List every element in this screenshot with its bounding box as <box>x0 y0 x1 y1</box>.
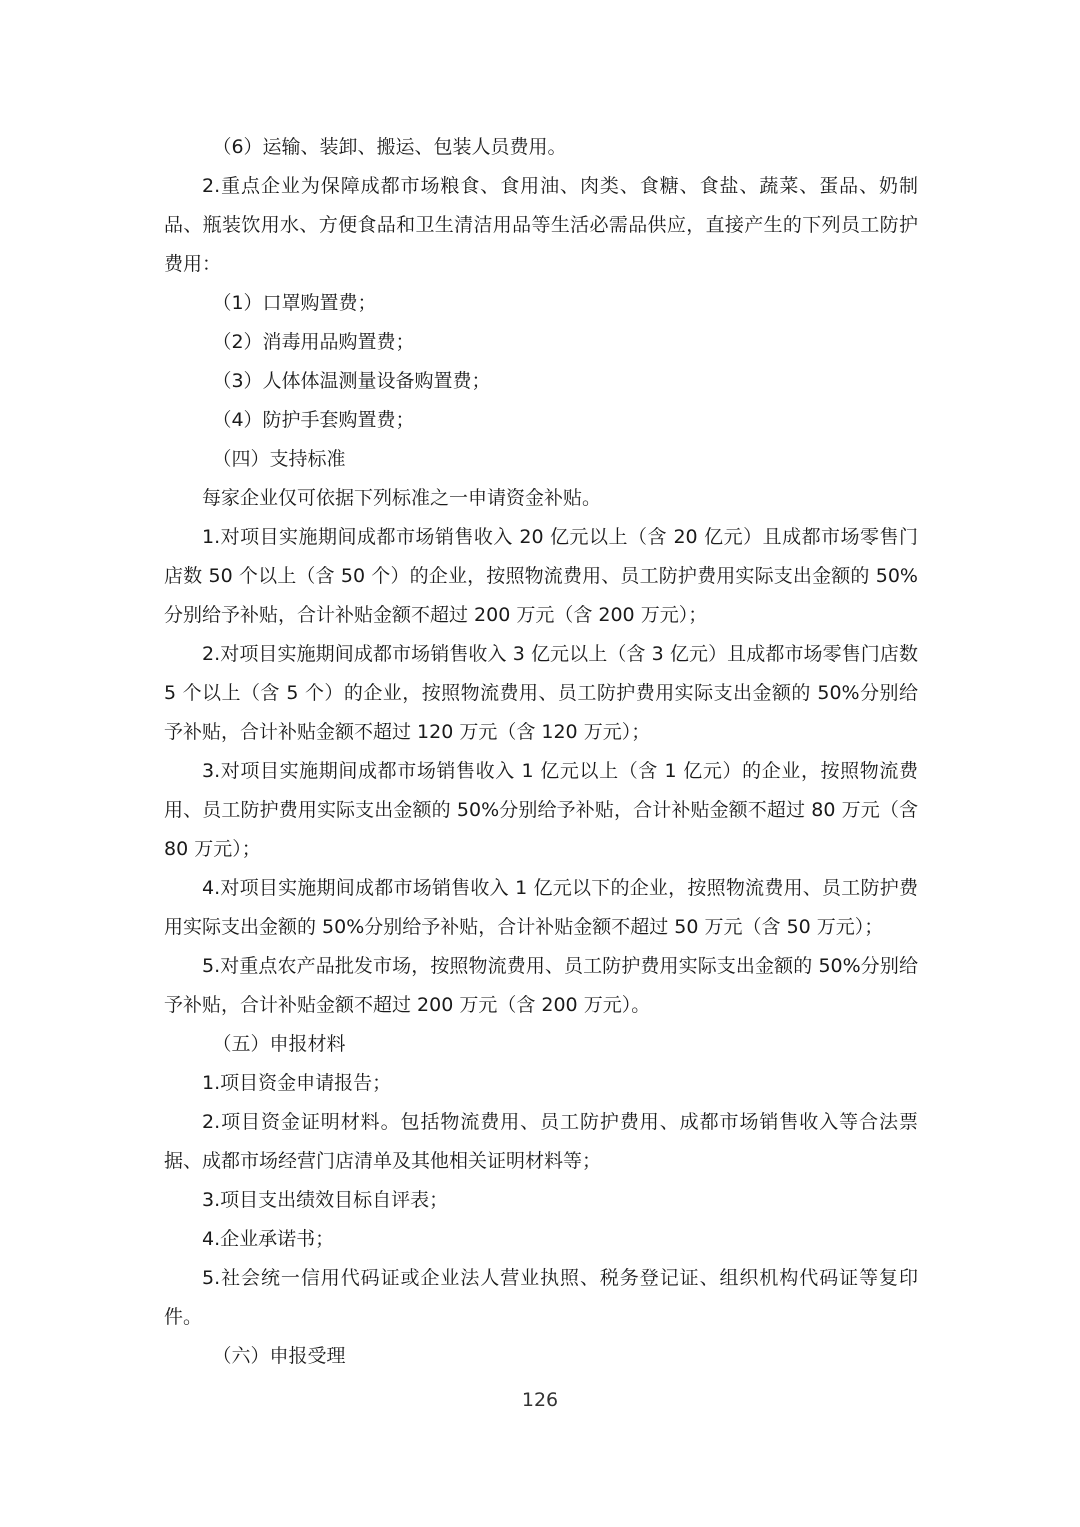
section-heading-support-standard: （四）支持标准 <box>212 448 346 470</box>
paragraph-standard-2: 2.对项目实施期间成都市场销售收入 3 亿元以上（含 3 亿元）且成都市场零售门店数 5 个以上（含 5 个）的企业，按照物流费用、员工防护费用实际支出金额的 50%分别给予补贴，合计补贴金额不超过 120 万元（含 120 万元）； <box>164 643 918 743</box>
paragraph-standard-1: 1.对项目实施期间成都市场销售收入 20 亿元以上（含 20 亿元）且成都市场零售门店数 50 个以上（含 50 个）的企业，按照物流费用、员工防护费用实际支出金额的 50%分别给予补贴，合计补贴金额不超过 200 万元（含 200 万元）； <box>164 526 918 626</box>
paragraph-standard-3: 3.对项目实施期间成都市场销售收入 1 亿元以上（含 1 亿元）的企业，按照物流费用、员工防护费用实际支出金额的 50%分别给予补贴，合计补贴金额不超过 80 万元（含 80 万元）； <box>164 760 918 860</box>
paragraph-one-standard: 每家企业仅可依据下列标准之一申请资金补贴。 <box>202 487 602 509</box>
paragraph-key-enterprises: 2.重点企业为保障成都市场粮食、食用油、肉类、食糖、食盐、蔬菜、蛋品、奶制品、瓶装饮用水、方便食品和卫生清洁用品等生活必需品供应，直接产生的下列员工防护费用： <box>164 175 918 275</box>
list-item-commitment-letter: 4.企业承诺书； <box>202 1228 335 1250</box>
list-item-thermometer: （3）人体体温测量设备购置费； <box>212 370 491 392</box>
paragraph-standard-5: 5.对重点农产品批发市场，按照物流费用、员工防护费用实际支出金额的 50%分别给予补贴，合计补贴金额不超过 200 万元（含 200 万元）。 <box>164 955 918 1016</box>
list-item-proof-materials: 2.项目资金证明材料。包括物流费用、员工防护费用、成都市场销售收入等合法票据、成都市场经营门店清单及其他相关证明材料等； <box>164 1111 918 1172</box>
section-heading-materials: （五）申报材料 <box>212 1033 346 1055</box>
list-item-masks: （1）口罩购置费； <box>212 292 377 314</box>
list-item-performance-form: 3.项目支出绩效目标自评表； <box>202 1189 449 1211</box>
section-heading-acceptance: （六）申报受理 <box>212 1345 346 1367</box>
list-item-gloves: （4）防护手套购置费； <box>212 409 415 431</box>
list-item-license-copies: 5.社会统一信用代码证或企业法人营业执照、税务登记证、组织机构代码证等复印件。 <box>164 1267 918 1328</box>
document-body <box>164 128 918 1376</box>
page-number: 126 <box>521 1389 559 1411</box>
list-item-application-report: 1.项目资金申请报告； <box>202 1072 392 1094</box>
paragraph-standard-4: 4.对项目实施期间成都市场销售收入 1 亿元以下的企业，按照物流费用、员工防护费用实际支出金额的 50%分别给予补贴，合计补贴金额不超过 50 万元（含 50 万元）； <box>164 877 918 938</box>
list-item-transport-fees: （6）运输、装卸、搬运、包装人员费用。 <box>212 136 567 158</box>
list-item-disinfectant: （2）消毒用品购置费； <box>212 331 415 353</box>
